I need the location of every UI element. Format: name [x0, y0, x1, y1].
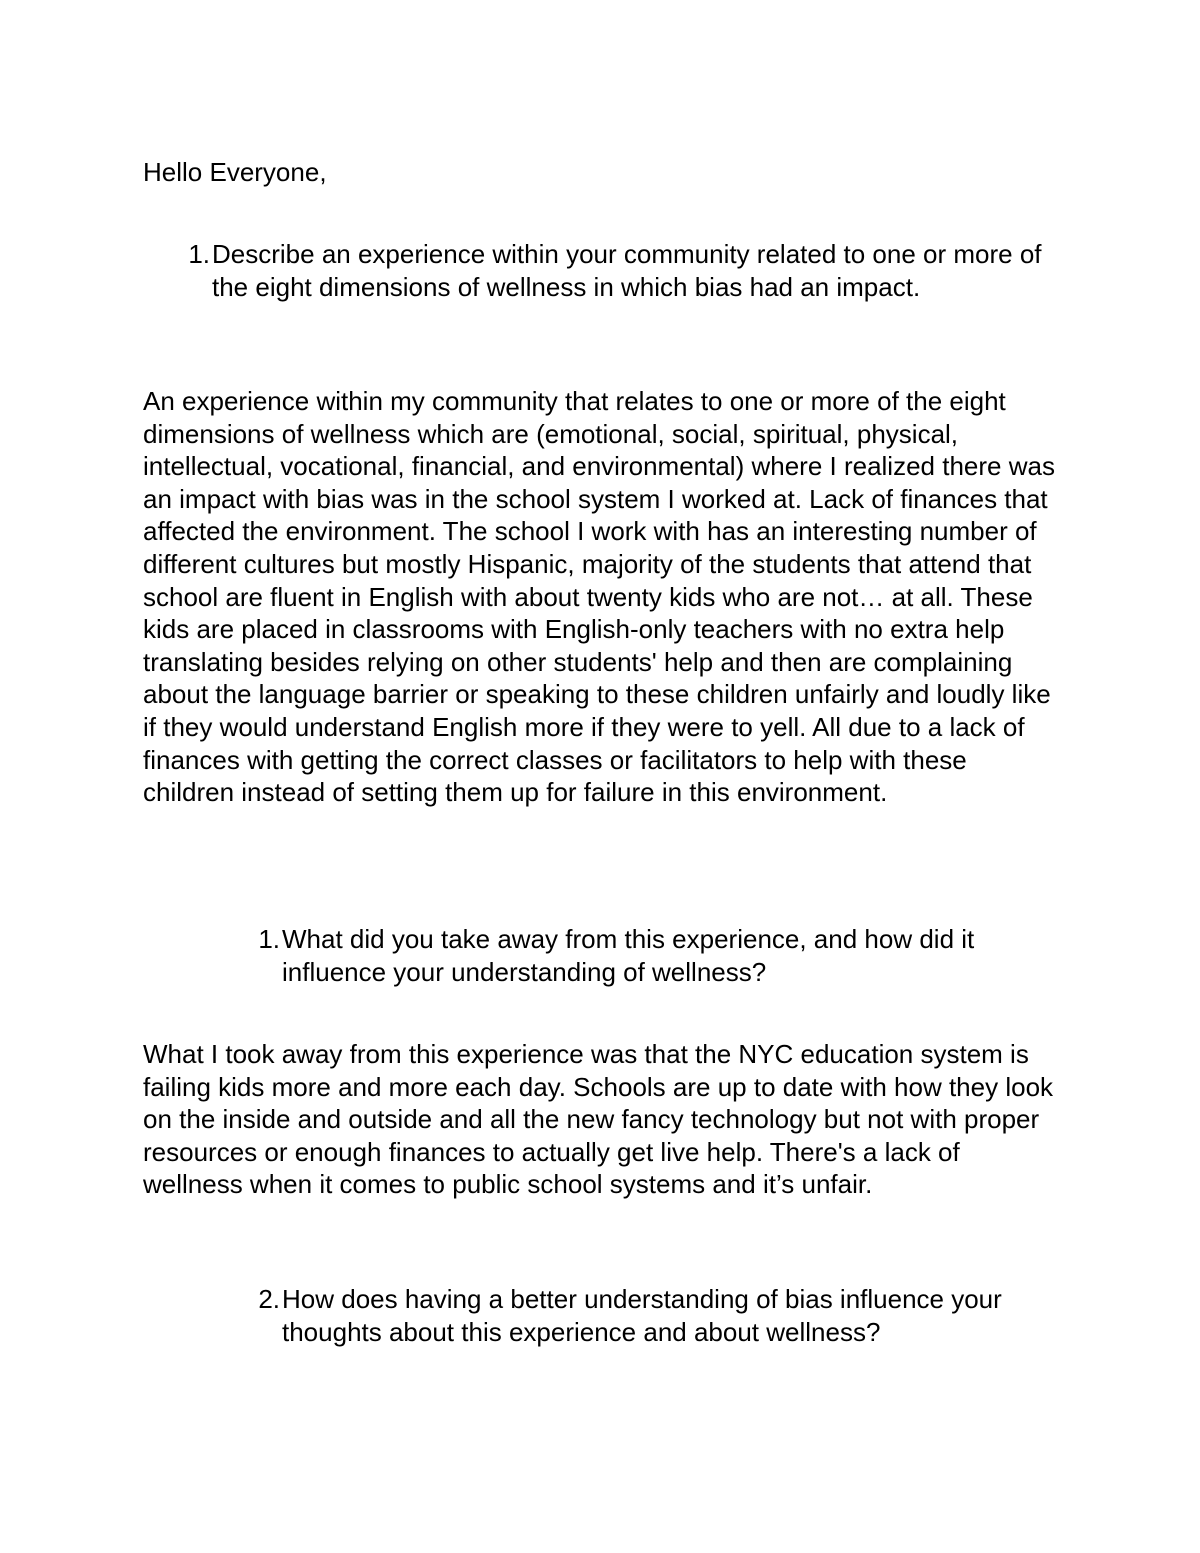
question-2	[246, 923, 1066, 988]
question-3	[246, 1283, 1066, 1348]
question-1-text: Describe an experience within your community related to one or more of the eight dimensions of wellness in which bias had an impact.	[212, 239, 1042, 302]
question-1	[176, 238, 1056, 303]
question-2-text: What did you take away from this experience, and how did it influence your understanding of wellness?	[282, 924, 975, 987]
answer-1: An experience within my community that relates to one or more of the eight dimensions of wellness which are (emotional, social, spiritual, physical, intellectual, vocational, financial, and environmental) where I realized there was an impact with bias was in the school system I worked at. Lack of finances that affected the environment. The school I work with has an interesting number of different cultures but mostly Hispanic, majority of the students that attend that school are fluent in English with about twenty kids who are not… at all. These kids are placed in classrooms with English-only teachers with no extra help translating besides relying on other students' help and then are complaining about the language barrier or speaking to these children unfairly and loudly like if they would understand English more if they were to yell. All due to a lack of finances with getting the correct classes or facilitators to help with these children instead of setting them up for failure in this environment.	[143, 386, 1055, 808]
answer-2: What I took away from this experience was that the NYC education system is failing kids more and more each day. Schools are up to date with how they look on the inside and outside and all the new fancy technology but not with proper resources or enough finances to actually get live help. There's a lack of wellness when it comes to public school systems and it’s unfair.	[143, 1039, 1054, 1200]
question-1-number: 1.	[188, 239, 210, 269]
question-3-number: 2.	[258, 1284, 280, 1314]
question-3-text: How does having a better understanding of bias influence your thoughts about this experience and about wellness?	[282, 1284, 1002, 1347]
greeting: Hello Everyone,	[143, 157, 327, 187]
question-2-number: 1.	[258, 924, 280, 954]
